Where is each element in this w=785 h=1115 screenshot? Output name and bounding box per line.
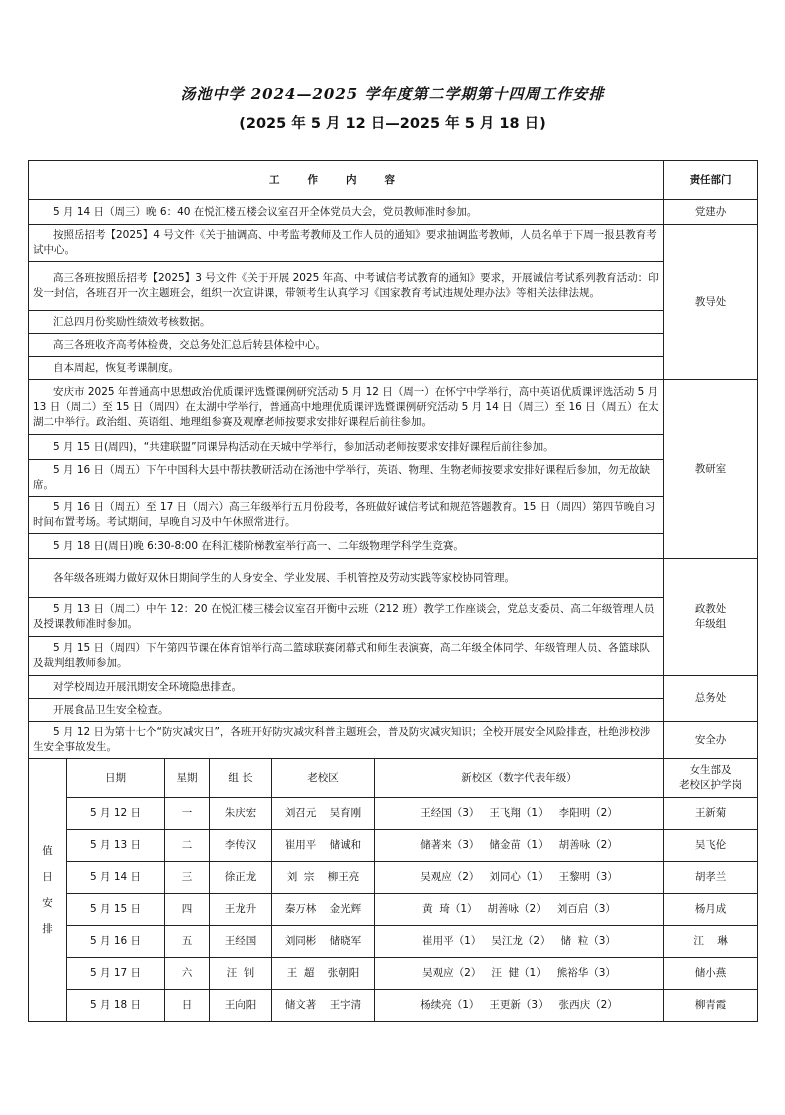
work-item: 5 月 15 日(周四)，“共建联盟”同课异构活动在天城中学举行，参加活动老师按要求安排好课程后前往参加。 [29,435,664,460]
duty-guard: 吴飞伦 [664,830,758,862]
table-row [29,200,758,225]
work-item: 各年级各班竭力做好双休日期间学生的人身安全、学业发展、手机管控及劳动实践等家校协同管理。 [29,559,664,598]
table-row [29,357,758,380]
work-item: 5 月 16 日（周五）下午中国科大县中帮扶教研活动在汤池中学举行，英语、物理、生物老师按要求安排好课程后参加，勿无故缺席。 [29,460,664,497]
duty-row [29,798,758,830]
duty-row [29,830,758,862]
duty-date: 5 月 17 日 [67,958,165,990]
table-row [29,722,758,759]
duty-guard: 储小燕 [664,958,758,990]
duty-old-campus: 崔用平 储诚和 [272,830,375,862]
duty-guard: 王新菊 [664,798,758,830]
duty-leader: 李传汉 [210,830,272,862]
table-row [29,262,758,311]
duty-col-guard [664,759,758,798]
duty-guard: 江 琳 [664,926,758,958]
table-row [29,225,758,262]
work-schedule-table [28,160,758,1022]
duty-old-campus: 储文著 王宇清 [272,990,375,1022]
duty-old-campus: 王 超 张朝阳 [272,958,375,990]
duty-new-campus: 黄 琦（1） 胡善咏（2） 刘百启（3） [375,894,664,926]
duty-date: 5 月 15 日 [67,894,165,926]
duty-leader: 王经国 [210,926,272,958]
duty-date: 5 月 13 日 [67,830,165,862]
duty-old-campus: 刘同彬 储晓军 [272,926,375,958]
duty-weekday: 五 [165,926,210,958]
duty-col-date: 日期 [67,759,165,798]
work-item: 5 月 14 日（周三）晚 6：40 在悦汇楼五楼会议室召开全体党员大会，党员教师准时参加。 [29,200,664,225]
dept-cell: 教导处 [664,225,758,380]
duty-date: 5 月 12 日 [67,798,165,830]
work-item: 5 月 15 日（周四）下午第四节课在体育馆举行高二篮球联赛闭幕式和师生表演赛，高二年级全体同学、年级管理人员、各篮球队及裁判组教师参加。 [29,637,664,676]
duty-weekday: 二 [165,830,210,862]
table-header-row [29,161,758,200]
dept-header: 责任部门 [664,161,758,200]
duty-weekday: 六 [165,958,210,990]
table-row [29,676,758,699]
duty-old-campus: 刘召元 吴育刚 [272,798,375,830]
table-row [29,435,758,460]
duty-old-campus: 秦万林 金光辉 [272,894,375,926]
dept-line: 年级组 [694,618,727,630]
duty-guard: 柳青霞 [664,990,758,1022]
duty-col-guard-line: 女生部及 [689,764,732,776]
work-item: 5 月 12 日为第十七个“防灾减灾日”，各班开好防灾减灾科普主题班会，普及防灾减灾知识；全校开展安全风险排查，杜绝涉校涉生安全事故发生。 [29,722,664,759]
dept-cell: 党建办 [664,200,758,225]
duty-side-label [29,759,67,1022]
table-row [29,311,758,334]
duty-row [29,926,758,958]
table-row [29,598,758,637]
duty-row [29,862,758,894]
work-item: 按照岳招考【2025】4 号文件《关于抽调高、中考监考教师及工作人员的通知》要求抽调监考教师，人员名单于下周一报县教育考试中心。 [29,225,664,262]
dept-line: 政教处 [694,603,727,615]
duty-row [29,958,758,990]
duty-col-guard-line: 老校区护学岗 [679,779,743,791]
table-row [29,559,758,598]
table-row [29,699,758,722]
document-title: 汤池中学 2024—2025 学年度第二学期第十四周工作安排 [180,85,605,103]
duty-old-campus: 刘 宗 柳王亮 [272,862,375,894]
duty-new-campus: 杨续亮（1） 王更新（3） 张西庆（2） [375,990,664,1022]
table-row [29,534,758,559]
duty-guard: 胡孝兰 [664,862,758,894]
table-row [29,460,758,497]
duty-date: 5 月 16 日 [67,926,165,958]
duty-date: 5 月 18 日 [67,990,165,1022]
side-char: 值 [42,845,53,857]
side-char: 安 [42,897,53,909]
duty-new-campus: 储著来（3） 储金苗（1） 胡善咏（2） [375,830,664,862]
work-item: 高三各班按照岳招考【2025】3 号文件《关于开展 2025 年高、中考诚信考试教育的通知》要求，开展诚信考试系列教育活动：印发一封信，各班召开一次主题班会，组织一次宣讲课，带领考生认真学习《国家教育考试违规处理办法》等相关法律法规。 [29,262,664,311]
duty-row [29,990,758,1022]
work-item: 高三各班收齐高考体检费，交总务处汇总后转县体检中心。 [29,334,664,357]
dept-cell: 教研室 [664,380,758,559]
work-item: 开展食品卫生安全检查。 [29,699,664,722]
duty-new-campus: 王经国（3） 王飞翔（1） 李阳明（2） [375,798,664,830]
dept-cell: 总务处 [664,676,758,722]
side-char: 排 [42,923,53,935]
duty-col-new-campus: 新校区（数字代表年级） [375,759,664,798]
work-item: 5 月 13 日（周二）中午 12：20 在悦汇楼三楼会议室召开衡中云班（212 班）教学工作座谈会，党总支委员、高二年级管理人员及授课教师准时参加。 [29,598,664,637]
duty-col-old-campus: 老校区 [272,759,375,798]
duty-col-leader: 组 长 [210,759,272,798]
document-subtitle: (2025 年 5 月 12 日—2025 年 5 月 18 日) [239,116,546,132]
duty-header-row [29,759,758,798]
duty-weekday: 日 [165,990,210,1022]
work-item: 5 月 18 日(周日)晚 6:30-8:00 在科汇楼阶梯教室举行高一、二年级物理学科学生竞赛。 [29,534,664,559]
duty-new-campus: 吴观应（2） 刘同心（1） 王黎明（3） [375,862,664,894]
dept-cell [664,559,758,676]
work-item: 汇总四月份奖励性绩效考核数据。 [29,311,664,334]
dept-cell: 安全办 [664,722,758,759]
duty-weekday: 三 [165,862,210,894]
duty-guard: 杨月成 [664,894,758,926]
duty-col-weekday: 星期 [165,759,210,798]
duty-leader: 王向阳 [210,990,272,1022]
duty-leader: 汪 钊 [210,958,272,990]
work-item: 自本周起，恢复考课制度。 [29,357,664,380]
work-item: 5 月 16 日（周五）至 17 日（周六）高三年级举行五月份段考，各班做好诚信考试和规范答题教育。15 日（周四）第四节晚自习时间布置考场。考试期间，早晚自习及中午休照常进行。 [29,497,664,534]
duty-leader: 徐正龙 [210,862,272,894]
work-item: 安庆市 2025 年普通高中思想政治优质课评选暨课例研究活动 5 月 12 日（周一）在怀宁中学举行，高中英语优质课评选活动 5 月 13 日（周二）至 15 日（周四）在太湖中学举行，普通高中地理优质课评选暨课例研究活动 5 月 14 日（周三）至 16 日（周五）在太湖二中举行。政治组、英语组、地理组参赛及观摩老师按要求安排好课程后前往参加。 [29,380,664,435]
duty-weekday: 四 [165,894,210,926]
duty-new-campus: 吴观应（2） 汪 健（1） 熊裕华（3） [375,958,664,990]
table-row [29,334,758,357]
content-header: 工作内容 [29,161,664,200]
duty-leader: 朱庆宏 [210,798,272,830]
duty-leader: 王龙升 [210,894,272,926]
work-item: 对学校周边开展汛期安全环境隐患排查。 [29,676,664,699]
duty-date: 5 月 14 日 [67,862,165,894]
side-char: 日 [42,871,53,883]
duty-row [29,894,758,926]
table-row [29,637,758,676]
table-row [29,497,758,534]
duty-weekday: 一 [165,798,210,830]
table-row [29,380,758,435]
duty-new-campus: 崔用平（1） 吴江龙（2） 储 粒（3） [375,926,664,958]
